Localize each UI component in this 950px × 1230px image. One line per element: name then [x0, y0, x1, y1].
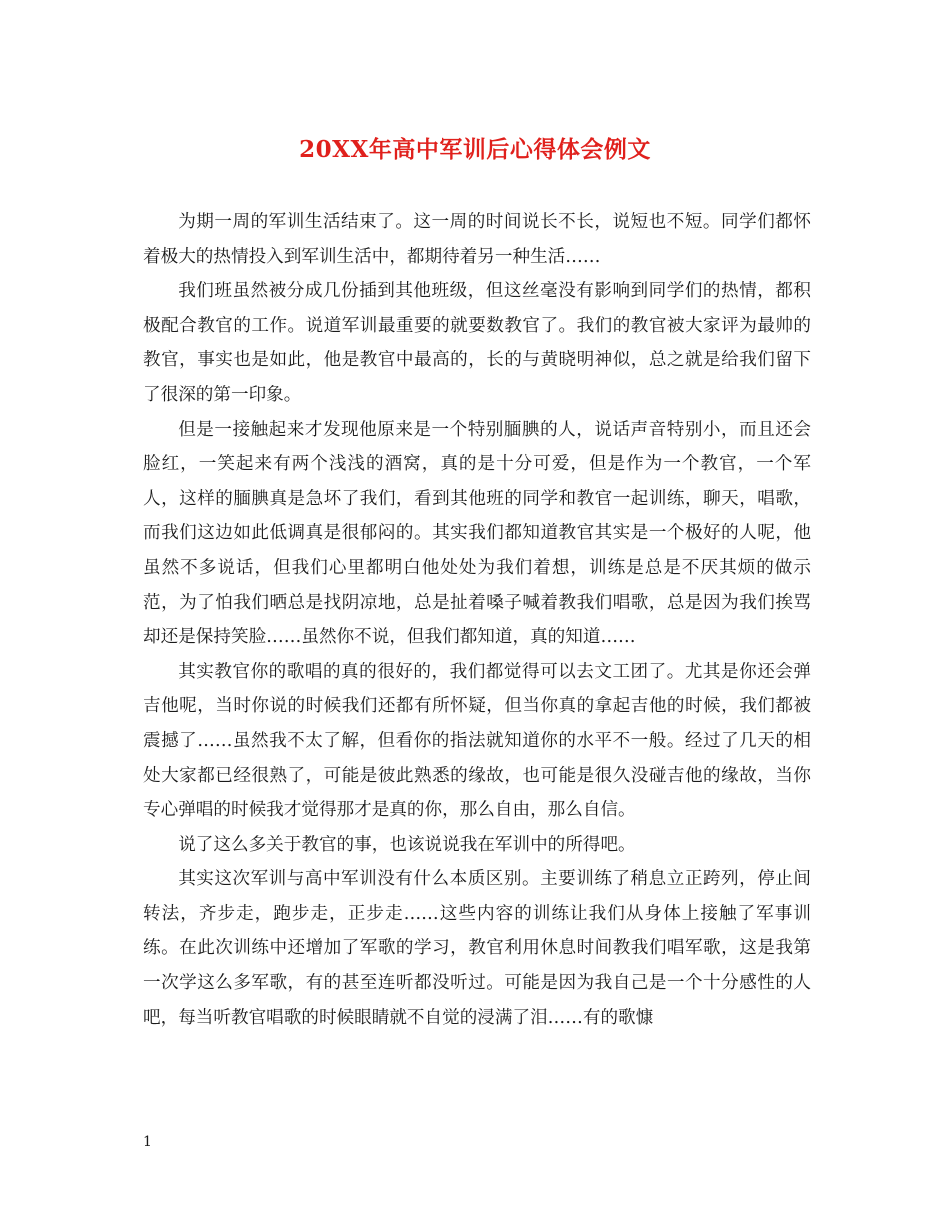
paragraph: 其实教官你的歌唱的真的很好的，我们都觉得可以去文工团了。尤其是你还会弹吉他呢，当时你说的时候我们还都有所怀疑，但当你真的拿起吉他的时候，我们都被震撼了……虽然我不太了解，但看你的指法就知道你的水平不一般。经过了几天的相处大家都已经很熟了，可能是彼此熟悉的缘故，也可能是很久没碰吉他的缘故，当你专心弹唱的时候我才觉得那才是真的你，那么自由，那么自信。	[143, 661, 811, 821]
page-number: 1	[143, 1134, 152, 1150]
document-body	[143, 205, 811, 1035]
paragraph: 我们班虽然被分成几份插到其他班级，但这丝毫没有影响到同学们的热情，都积极配合教官的工作。说道军训最重要的就要数教官了。我们的教官被大家评为最帅的教官，事实也是如此，他是教官中最高的，长的与黄晓明神似，总之就是给我们留下了很深的第一印象。	[143, 281, 811, 405]
paragraph: 说了这么多关于教官的事，也该说说我在军训中的所得吧。	[178, 834, 636, 855]
paragraph: 其实这次军训与高中军训没有什么本质区别。主要训练了稍息立正跨列，停止间转法，齐步走，跑步走，正步走……这些内容的训练让我们从身体上接触了军事训练。在此次训练中还增加了军歌的学习，教官利用休息时间教我们唱军歌，这是我第一次学这么多军歌，有的甚至连听都没听过。可能是因为我自己是一个十分感性的人吧，每当听教官唱歌的时候眼睛就不自觉的浸满了泪……有的歌慷	[143, 869, 811, 1028]
paragraph: 但是一接触起来才发现他原来是一个特别腼腆的人，说话声音特别小，而且还会脸红，一笑起来有两个浅浅的酒窝，真的是十分可爱，但是作为一个教官，一个军人，这样的腼腆真是急坏了我们，看到其他班的同学和教官一起训练，聊天，唱歌，而我们这边如此低调真是很郁闷的。其实我们都知道教官其实是一个极好的人呢，他虽然不多说话，但我们心里都明白他处处为我们着想，训练是总是不厌其烦的做示范，为了怕我们晒总是找阴凉地，总是扯着嗓子喊着教我们唱歌，总是因为我们挨骂却还是保持笑脸……虽然你不说，但我们都知道，真的知道……	[143, 419, 811, 648]
paragraph: 为期一周的军训生活结束了。这一周的时间说长不长，说短也不短。同学们都怀着极大的热情投入到军训生活中，都期待着另一种生活……	[143, 212, 811, 267]
document-title: 20XX年高中军训后心得体会例文	[299, 136, 651, 163]
